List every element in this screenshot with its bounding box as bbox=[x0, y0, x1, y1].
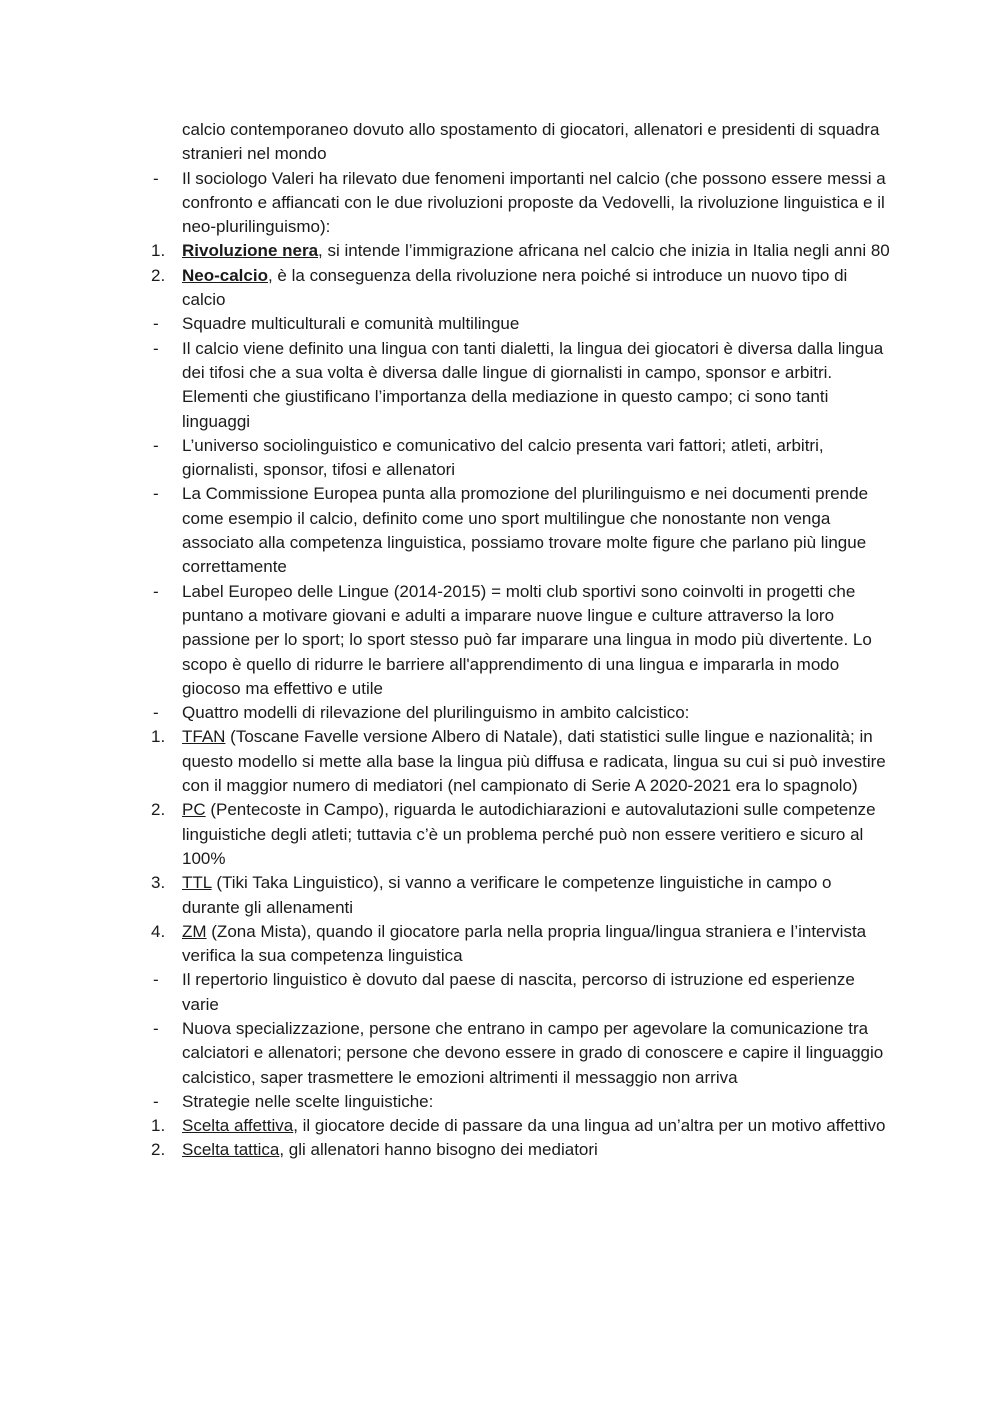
item-text: (Tiki Taka Linguistico), si vanno a verificare le competenze linguistiche in campo o durante gli allenamenti bbox=[182, 873, 832, 917]
list-marker: 2. bbox=[151, 1140, 166, 1160]
list-item bbox=[0, 968, 1000, 1017]
list-item bbox=[0, 798, 1000, 871]
list-item bbox=[0, 434, 1000, 483]
item-term: Rivoluzione nera bbox=[182, 241, 319, 261]
list-item bbox=[0, 871, 1000, 920]
item-text: Nuova specializzazione, persone che entrano in campo per agevolare la comunicazione tra calciatori e allenatori; persone che devono essere in grado di conoscere e capire il linguaggio calcistico, saper trasmettere le emozioni altrimenti il messaggio non arriva bbox=[182, 1018, 884, 1087]
item-term: Scelta affettiva bbox=[182, 1116, 294, 1136]
list-marker: - bbox=[153, 435, 159, 455]
item-text: Il calcio viene definito una lingua con tanti dialetti, la lingua dei giocatori è diversa dalla lingua dei tifosi che a sua volta è diversa dalle lingue di giornalisti in campo, sponsor e arbitri. Elementi che giustificano l’importanza della mediazione in questo campo; ci sono tanti linguaggi bbox=[182, 338, 884, 431]
item-text: calcio contemporaneo dovuto allo spostamento di giocatori, allenatori e presidenti di squadra stranieri nel mondo bbox=[182, 120, 880, 164]
list-item bbox=[0, 1090, 1000, 1114]
list-item bbox=[0, 725, 1000, 798]
list-item bbox=[0, 1114, 1000, 1138]
item-text: Il repertorio linguistico è dovuto dal paese di nascita, percorso di istruzione ed esperienze varie bbox=[182, 970, 855, 1014]
item-term: TFAN bbox=[182, 727, 226, 747]
list-item bbox=[0, 239, 1000, 263]
list-marker: - bbox=[153, 314, 159, 334]
item-text: Label Europeo delle Lingue (2014-2015) = molti club sportivi sono coinvolti in progetti che puntano a motivare giovani e adulti a imparare nuove lingue e culture attraverso la loro passione per lo sport; lo sport stesso può far imparare una lingua in modo più divertente. Lo scopo è quello di ridurre le barriere all'apprendimento di una lingua e impararla in modo giocoso ma effettivo e utile bbox=[182, 581, 872, 698]
item-text: (Toscane Favelle versione Albero di Natale), dati statistici sulle lingue e nazionalità; in questo modello si mette alla base la lingua più diffusa e radicata, lingua su cui si può investire con il maggior numero di mediatori (nel campionato di Serie A 2020-2021 era lo spagnolo) bbox=[182, 727, 886, 796]
item-text: , gli allenatori hanno bisogno dei mediatori bbox=[279, 1140, 598, 1160]
item-text: , è la conseguenza della rivoluzione nera poiché si introduce un nuovo tipo di calcio bbox=[182, 265, 848, 310]
list-item bbox=[0, 482, 1000, 579]
list-marker: - bbox=[153, 338, 159, 358]
list-item bbox=[0, 920, 1000, 969]
item-text: , si intende l’immigrazione africana nel calcio che inizia in Italia negli anni 80 bbox=[318, 241, 890, 261]
list-marker: 2. bbox=[151, 265, 166, 285]
list-item bbox=[0, 264, 1000, 313]
list-marker: - bbox=[153, 970, 159, 990]
list-marker: - bbox=[153, 484, 159, 504]
list-marker: - bbox=[153, 1018, 159, 1038]
item-text: Quattro modelli di rilevazione del plurilinguismo in ambito calcistico: bbox=[182, 703, 690, 723]
list-item bbox=[0, 167, 1000, 240]
item-text: Squadre multiculturali e comunità multilingue bbox=[182, 314, 520, 334]
list-marker: 4. bbox=[151, 921, 166, 941]
list-item bbox=[0, 701, 1000, 725]
list-marker: - bbox=[153, 703, 159, 723]
list-marker: 1. bbox=[151, 241, 166, 261]
list-item bbox=[0, 312, 1000, 336]
item-text: La Commissione Europea punta alla promozione del plurilinguismo e nei documenti prende come esempio il calcio, definito come uno sport multilingue che nonostante non venga associato alla competenza linguistica, possiamo trovare molte figure che parlano più lingue correttamente bbox=[182, 484, 869, 577]
list-marker: - bbox=[153, 168, 159, 188]
item-text: Il sociologo Valeri ha rilevato due fenomeni importanti nel calcio (che possono essere messi a confronto e affiancati con le due rivoluzioni proposte da Vedovelli, la rivoluzione linguistica e il neo-plurilinguismo): bbox=[182, 168, 886, 237]
list-item bbox=[0, 118, 1000, 167]
list-marker: - bbox=[153, 581, 159, 601]
list-marker: 2. bbox=[151, 800, 166, 820]
list-item bbox=[0, 1017, 1000, 1090]
item-text: (Pentecoste in Campo), riguarda le autodichiarazioni e autovalutazioni sulle competenze linguistiche degli atleti; tuttavia c’è un problema perché può non essere veritiero e sicuro al 100% bbox=[182, 800, 876, 868]
list-marker: 1. bbox=[151, 727, 166, 747]
item-text: , il giocatore decide di passare da una lingua ad un’altra per un motivo affettivo bbox=[293, 1116, 886, 1136]
item-text: Strategie nelle scelte linguistiche: bbox=[182, 1091, 434, 1111]
item-term: Scelta tattica bbox=[182, 1140, 280, 1160]
item-text: (Zona Mista), quando il giocatore parla nella propria lingua/lingua straniera e l’intervista verifica la sua competenza linguistica bbox=[182, 921, 867, 966]
list-item bbox=[0, 337, 1000, 434]
list-item bbox=[0, 580, 1000, 701]
item-term: PC bbox=[182, 800, 206, 820]
item-term: ZM bbox=[182, 921, 207, 941]
list-marker: 3. bbox=[151, 873, 166, 893]
document-page bbox=[0, 118, 1000, 1163]
list-marker: - bbox=[153, 1091, 159, 1111]
item-term: Neo-calcio bbox=[182, 265, 268, 285]
item-text: L’universo sociolinguistico e comunicativo del calcio presenta vari fattori; atleti, arbitri, giornalisti, sponsor, tifosi e allenatori bbox=[182, 435, 824, 480]
list-marker: 1. bbox=[151, 1116, 166, 1136]
list-item bbox=[0, 1138, 1000, 1162]
item-term: TTL bbox=[182, 873, 212, 893]
